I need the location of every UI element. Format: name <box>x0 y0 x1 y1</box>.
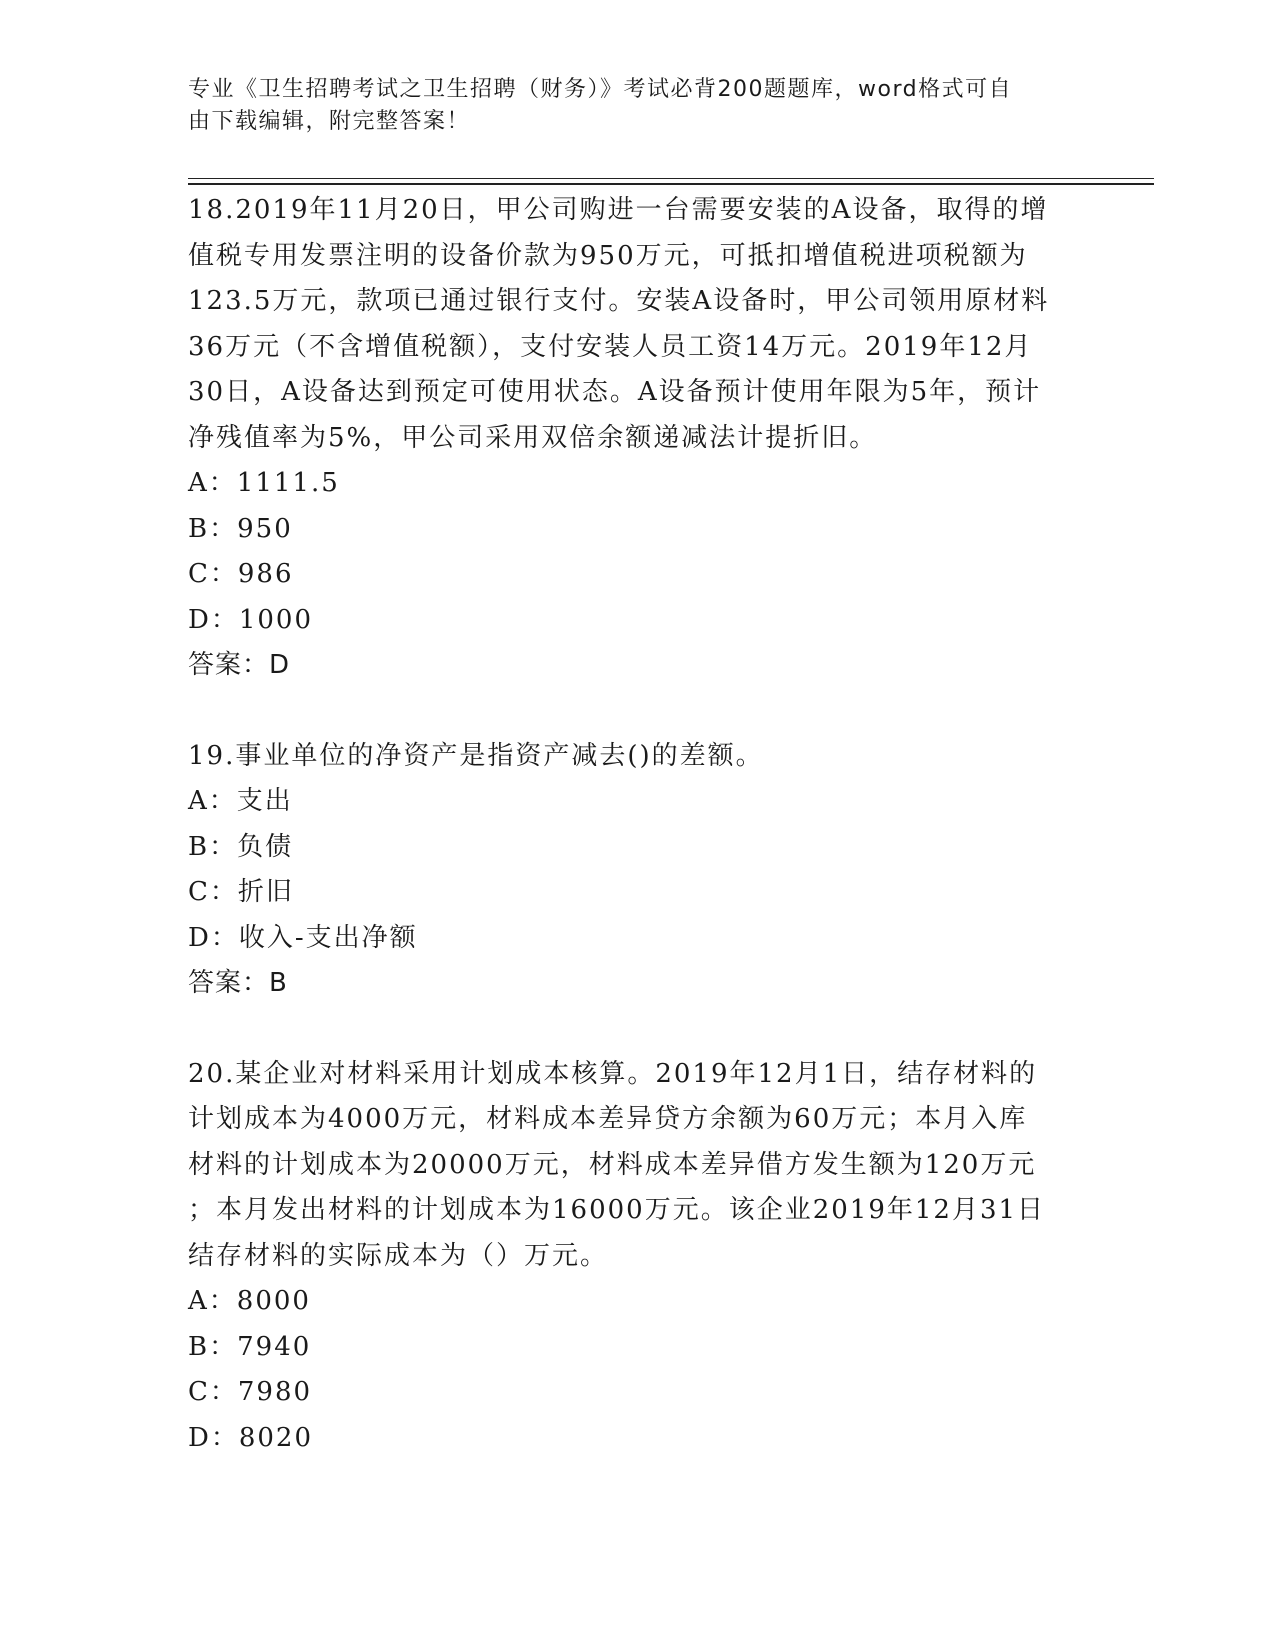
question-18-line-4: 36万元（不含增值税额），支付安装人员工资14万元。2019年12月 <box>188 331 1033 362</box>
question-18-line-3: 123.5万元，款项已通过银行支付。安装A设备时，甲公司领用原材料 <box>188 286 1050 316</box>
question-19-option-d: D：收入-支出净额 <box>188 922 418 953</box>
header-divider-thick <box>188 183 1154 185</box>
question-20-line-1: 20.某企业对材料采用计划成本核算。2019年12月1日，结存材料的 <box>188 1058 1038 1089</box>
question-20-option-d: D：8020 <box>188 1422 314 1453</box>
question-18-option-b: B：950 <box>188 513 293 544</box>
header-line-1: 专业《卫生招聘考试之卫生招聘（财务）》考试必背200题题库，word格式可自 <box>188 77 1013 102</box>
question-20-line-5: 结存材料的实际成本为（）万元。 <box>188 1240 609 1271</box>
question-20-line-2: 计划成本为4000万元，材料成本差异贷方余额为60万元；本月入库 <box>188 1104 1028 1134</box>
question-20-option-a: A：8000 <box>188 1286 311 1316</box>
question-19-line-1: 19.事业单位的净资产是指资产减去()的差额。 <box>188 740 764 771</box>
question-18-line-5: 30日，A设备达到预定可使用状态。A设备预计使用年限为5年，预计 <box>188 377 1042 407</box>
question-18-option-c: C：986 <box>188 559 294 589</box>
question-18-line-1: 18.2019年11月20日，甲公司购进一台需要安装的A设备，取得的增 <box>188 195 1049 225</box>
question-18-line-2: 值税专用发票注明的设备价款为950万元，可抵扣增值税进项税额为 <box>188 240 1028 271</box>
header-divider-thin <box>188 178 1154 179</box>
question-18-answer: 答案：D <box>188 650 291 680</box>
question-19-answer: 答案：B <box>188 968 288 998</box>
question-18 <box>188 188 1088 689</box>
question-20-line-4: ；本月发出材料的计划成本为16000万元。该企业2019年12月31日 <box>188 1195 1046 1225</box>
question-20-option-b: B：7940 <box>188 1331 312 1362</box>
header-line-2: 由下载编辑，附完整答案！ <box>188 109 471 134</box>
question-list <box>188 188 1088 1461</box>
question-spacer <box>188 689 1088 734</box>
question-19-option-c: C：折旧 <box>188 877 294 907</box>
question-18-option-d: D：1000 <box>188 604 314 635</box>
question-19-option-a: A：支出 <box>188 786 293 816</box>
question-18-line-6: 净残值率为5%，甲公司采用双倍余额递减法计提折旧。 <box>188 422 878 453</box>
question-19-option-b: B：负债 <box>188 831 294 862</box>
question-20 <box>188 1052 1088 1462</box>
question-spacer <box>188 1007 1088 1052</box>
question-20-line-3: 材料的计划成本为20000万元，材料成本差异借方发生额为120万元 <box>188 1149 1037 1180</box>
document-header <box>188 74 1068 138</box>
question-18-option-a: A：1111.5 <box>188 468 340 498</box>
question-19 <box>188 734 1088 1007</box>
question-20-option-c: C：7980 <box>188 1377 313 1407</box>
